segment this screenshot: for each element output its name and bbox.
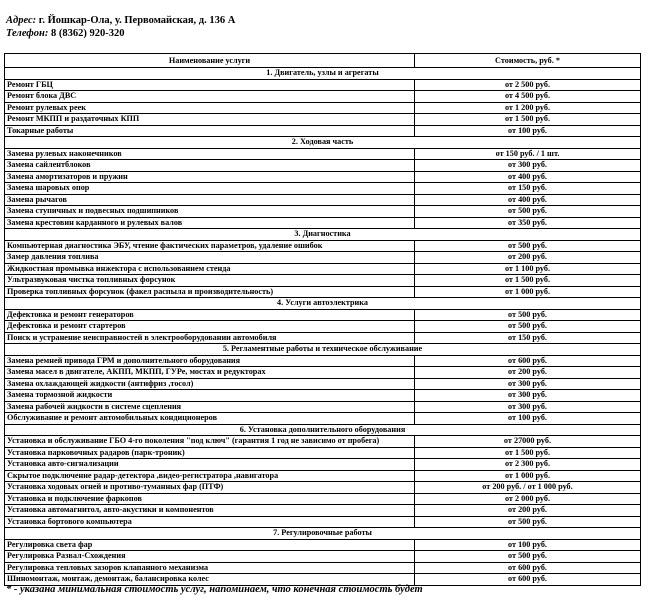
service-name-cell: Дефектовка и ремонт стартеров xyxy=(5,321,415,333)
table-row xyxy=(5,114,641,126)
service-price-cell: от 500 руб. xyxy=(415,240,641,252)
service-price-cell: от 1 000 руб. xyxy=(415,470,641,482)
service-price-cell: от 27000 руб. xyxy=(415,436,641,448)
section-header-row xyxy=(5,137,641,149)
service-name-cell: Замер давления топлива xyxy=(5,252,415,264)
service-price-cell: от 500 руб. xyxy=(415,321,641,333)
service-name-cell: Регулировка Развал-Схождения xyxy=(5,551,415,563)
service-name-cell: Ремонт ГБЦ xyxy=(5,79,415,91)
table-row xyxy=(5,252,641,264)
service-price-cell: от 2 300 руб. xyxy=(415,459,641,471)
service-price-cell: от 300 руб. xyxy=(415,378,641,390)
section-header-row xyxy=(5,528,641,540)
service-name-cell: Ремонт МКПП и раздаточных КПП xyxy=(5,114,415,126)
service-price-cell: от 200 руб. xyxy=(415,252,641,264)
service-price-cell: от 600 руб. xyxy=(415,562,641,574)
service-name-cell: Токарные работы xyxy=(5,125,415,137)
table-row xyxy=(5,125,641,137)
address-label: Адрес: xyxy=(6,15,37,26)
service-name-cell: Замена тормозной жидкости xyxy=(5,390,415,402)
service-price-cell: от 500 руб. xyxy=(415,206,641,218)
service-price-cell: от 500 руб. xyxy=(415,551,641,563)
service-name-cell: Ремонт блока ДВС xyxy=(5,91,415,103)
table-row xyxy=(5,367,641,379)
service-name-cell: Замена рулевых наконечников xyxy=(5,148,415,160)
service-name-cell: Ремонт рулевых реек xyxy=(5,102,415,114)
service-price-cell: от 300 руб. xyxy=(415,390,641,402)
table-row xyxy=(5,91,641,103)
table-row xyxy=(5,505,641,517)
phone-value: 8 (8362) 920-320 xyxy=(50,28,125,39)
table-row xyxy=(5,171,641,183)
table-row xyxy=(5,206,641,218)
service-name-cell: Установка ходовых огней и противо-туманных фар (ПТФ) xyxy=(5,482,415,494)
section-title: 7. Регулировочные работы xyxy=(5,528,641,540)
table-row xyxy=(5,459,641,471)
table-row xyxy=(5,217,641,229)
service-name-cell: Регулировка света фар xyxy=(5,539,415,551)
service-name-cell: Замена масел в двигателе, АКПП, МКПП, ГУРе, мостах и редукторах xyxy=(5,367,415,379)
service-price-cell: от 1 000 руб. xyxy=(415,286,641,298)
table-row xyxy=(5,413,641,425)
service-name-cell: Замена рычагов xyxy=(5,194,415,206)
service-price-cell: от 100 руб. xyxy=(415,125,641,137)
service-name-cell: Шиномонтаж, монтаж, демонтаж, балансировка колес xyxy=(5,574,415,586)
table-row xyxy=(5,240,641,252)
table-row xyxy=(5,102,641,114)
table-row xyxy=(5,194,641,206)
table-row xyxy=(5,183,641,195)
section-title: 2. Ходовая часть xyxy=(5,137,641,149)
service-price-cell: от 400 руб. xyxy=(415,194,641,206)
service-name-cell: Установка авто-сигнализации xyxy=(5,459,415,471)
price-table-body xyxy=(5,68,641,586)
phone-label: Телефон: xyxy=(6,28,49,39)
service-name-cell: Дефектовка и ремонт генераторов xyxy=(5,309,415,321)
table-row xyxy=(5,493,641,505)
table-row xyxy=(5,263,641,275)
table-row xyxy=(5,447,641,459)
service-name-cell: Скрытое подключение радар-детектора ,видео-регистратора ,навигатора xyxy=(5,470,415,482)
service-name-cell: Регулировка тепловых зазоров клапанного механизма xyxy=(5,562,415,574)
service-name-cell: Установка и обслуживание ГБО 4-го поколения "под ключ" (гарантия 1 год не зависимо от пробега) xyxy=(5,436,415,448)
service-price-cell: от 2 000 руб. xyxy=(415,493,641,505)
service-price-cell: от 1 100 руб. xyxy=(415,263,641,275)
table-row xyxy=(5,436,641,448)
address-line xyxy=(6,14,235,27)
table-header-row xyxy=(5,54,641,68)
service-name-cell: Замена шаровых опор xyxy=(5,183,415,195)
table-row xyxy=(5,551,641,563)
service-price-cell: от 200 руб. / от 1 000 руб. xyxy=(415,482,641,494)
service-price-cell: от 200 руб. xyxy=(415,505,641,517)
section-title: 3. Диагностика xyxy=(5,229,641,241)
service-name-cell: Замена сайлентблоков xyxy=(5,160,415,172)
header-service-name: Наименование услуги xyxy=(5,54,415,68)
service-price-cell: от 300 руб. xyxy=(415,160,641,172)
table-row xyxy=(5,309,641,321)
table-row xyxy=(5,390,641,402)
table-row xyxy=(5,482,641,494)
service-name-cell: Установка и подключение фаркопов xyxy=(5,493,415,505)
service-price-cell: от 500 руб. xyxy=(415,516,641,528)
section-header-row xyxy=(5,298,641,310)
table-row xyxy=(5,378,641,390)
service-price-cell: от 1 500 руб. xyxy=(415,275,641,287)
header-price: Стоимость, руб. * xyxy=(415,54,641,68)
service-name-cell: Установка автомагнитол, авто-акустики и компонентов xyxy=(5,505,415,517)
service-name-cell: Замена амортизаторов и пружин xyxy=(5,171,415,183)
service-price-cell: от 150 руб. / 1 шт. xyxy=(415,148,641,160)
phone-line xyxy=(6,27,235,40)
service-name-cell: Замена ремней привода ГРМ и дополнительного оборудования xyxy=(5,355,415,367)
footnote: * - указана минимальная стоимость услуг, напоминаем, что конечная стоимость будет xyxy=(6,584,423,595)
section-title: 1. Двигатель, узлы и агрегаты xyxy=(5,68,641,80)
service-price-cell: от 200 руб. xyxy=(415,367,641,379)
service-price-cell: от 600 руб. xyxy=(415,355,641,367)
contact-block xyxy=(6,14,235,40)
service-name-cell: Поиск и устранение неисправностей в электрооборудовании автомобиля xyxy=(5,332,415,344)
table-row xyxy=(5,160,641,172)
section-header-row xyxy=(5,229,641,241)
service-name-cell: Компьютерная диагностика ЭБУ, чтение фактических параметров, удаление ошибок xyxy=(5,240,415,252)
service-name-cell: Замена рабочей жидкости в системе сцепления xyxy=(5,401,415,413)
section-header-row xyxy=(5,424,641,436)
section-title: 4. Услуги автоэлектрика xyxy=(5,298,641,310)
service-price-cell: от 100 руб. xyxy=(415,413,641,425)
service-name-cell: Проверка топливных форсунок (факел распыла и производительность) xyxy=(5,286,415,298)
service-name-cell: Ультразвуковая чистка топливных форсунок xyxy=(5,275,415,287)
table-row xyxy=(5,562,641,574)
table-row xyxy=(5,286,641,298)
section-header-row xyxy=(5,68,641,80)
service-price-cell: от 1 200 руб. xyxy=(415,102,641,114)
service-name-cell: Замена охлаждающей жидкости (антифриз ,тосол) xyxy=(5,378,415,390)
price-table xyxy=(4,53,641,586)
table-row xyxy=(5,355,641,367)
service-price-cell: от 1 500 руб. xyxy=(415,114,641,126)
service-name-cell: Установка бортового компьютера xyxy=(5,516,415,528)
section-title: 5. Регламентные работы и техническое обслуживание xyxy=(5,344,641,356)
service-name-cell: Замена крестовин карданного и рулевых валов xyxy=(5,217,415,229)
service-price-cell: от 1 500 руб. xyxy=(415,447,641,459)
table-row xyxy=(5,539,641,551)
table-row xyxy=(5,470,641,482)
service-price-cell: от 500 руб. xyxy=(415,309,641,321)
table-row xyxy=(5,275,641,287)
service-price-cell: от 2 500 руб. xyxy=(415,79,641,91)
service-price-cell: от 4 500 руб. xyxy=(415,91,641,103)
table-row xyxy=(5,516,641,528)
service-price-cell: от 100 руб. xyxy=(415,539,641,551)
section-header-row xyxy=(5,344,641,356)
service-price-cell: от 350 руб. xyxy=(415,217,641,229)
service-name-cell: Обслуживание и ремонт автомобильных кондиционеров xyxy=(5,413,415,425)
service-name-cell: Замена ступичных и подвесных подшипников xyxy=(5,206,415,218)
table-row xyxy=(5,401,641,413)
address-value: г. Йошкар-Ола, у. Первомайская, д. 136 А xyxy=(38,15,236,26)
service-price-cell: от 600 руб. xyxy=(415,574,641,586)
table-row xyxy=(5,321,641,333)
table-row xyxy=(5,148,641,160)
table-row xyxy=(5,332,641,344)
service-price-cell: от 150 руб. xyxy=(415,183,641,195)
service-price-cell: от 150 руб. xyxy=(415,332,641,344)
table-row xyxy=(5,79,641,91)
service-price-cell: от 300 руб. xyxy=(415,401,641,413)
section-title: 6. Установка дополнительного оборудования xyxy=(5,424,641,436)
service-name-cell: Установка парковочных радаров (парк-троник) xyxy=(5,447,415,459)
service-name-cell: Жидкостная промывка инжектора с использованием стенда xyxy=(5,263,415,275)
service-price-cell: от 400 руб. xyxy=(415,171,641,183)
